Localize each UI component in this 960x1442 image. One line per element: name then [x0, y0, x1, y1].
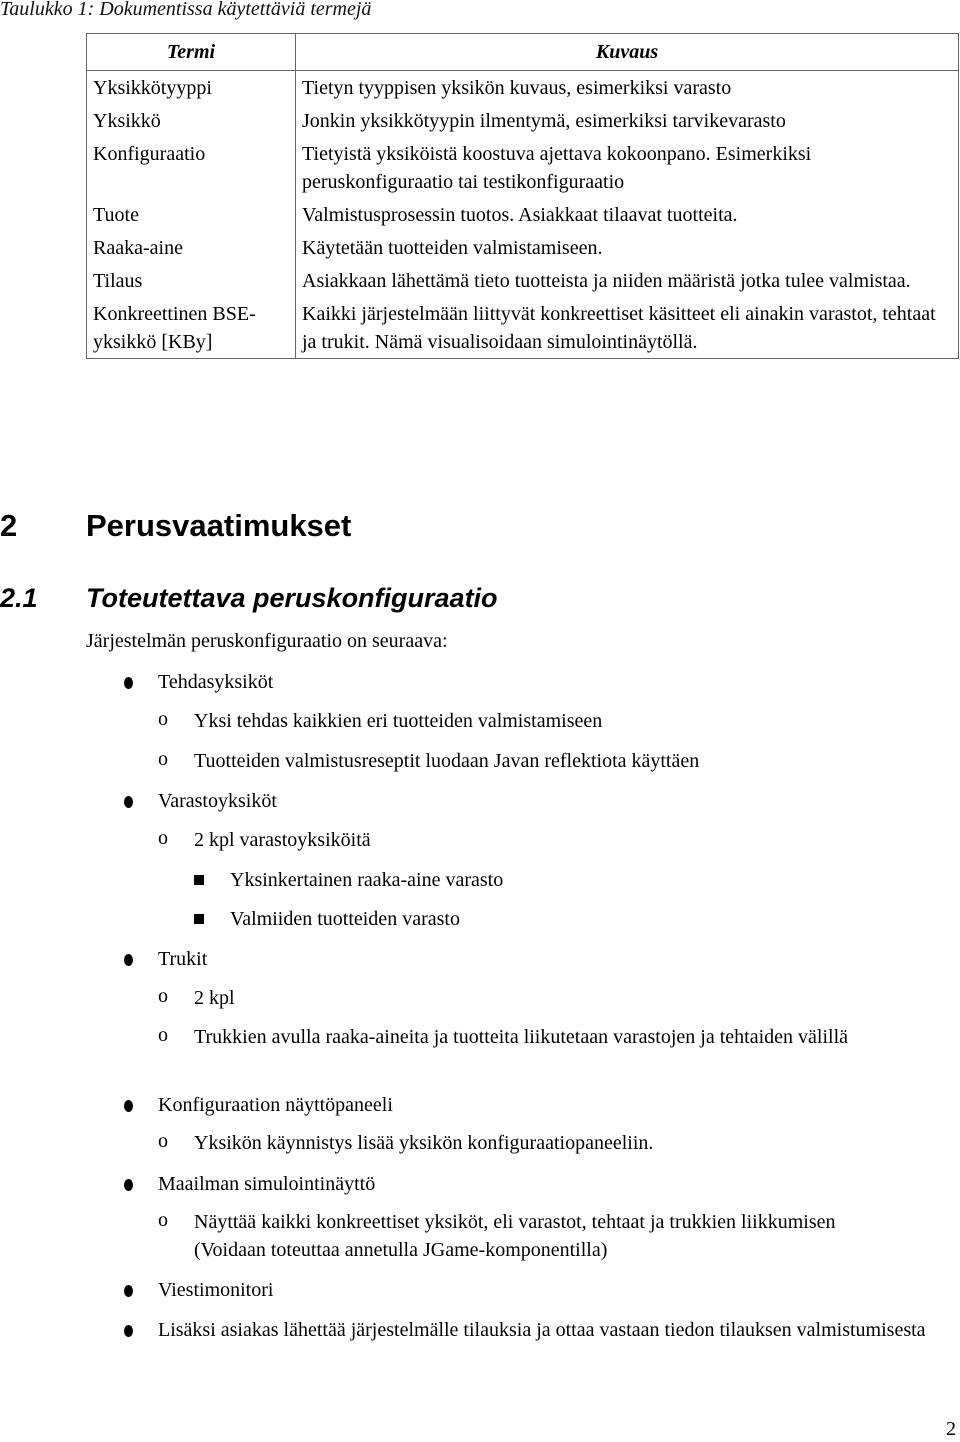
- list-item: Yksi tehdas kaikkien eri tuotteiden valmistamiseen: [194, 710, 603, 732]
- square-bullet-icon: [194, 914, 204, 924]
- circle-bullet-icon: o: [158, 1209, 168, 1231]
- table-row: [87, 71, 959, 105]
- circle-bullet-icon: o: [158, 1130, 168, 1152]
- bullet-icon: [124, 1325, 133, 1337]
- circle-bullet-icon: o: [158, 1024, 168, 1046]
- section-heading: [0, 508, 351, 544]
- table-row: [87, 104, 959, 137]
- table-row: [87, 198, 959, 231]
- header-term: Termi: [87, 34, 296, 71]
- terms-table: [86, 33, 959, 359]
- subsection-number: 2.1: [0, 583, 38, 613]
- section-title: Perusvaatimukset: [86, 508, 352, 543]
- table-row: [87, 231, 959, 264]
- bullet-icon: [124, 1285, 133, 1297]
- description-cell: Asiakkaan lähettämä tieto tuotteista ja niiden määristä jotka tulee valmistaa.: [296, 264, 959, 297]
- list-item: Näyttää kaikki konkreettiset yksiköt, eli varastot, tehtaat ja trukkien liikkumisen (Voidaan toteuttaa annetulla JGame-komponentilla): [194, 1211, 836, 1261]
- page-number: 2: [946, 1418, 956, 1440]
- list-item: Konfiguraation näyttöpaneeli: [158, 1094, 393, 1116]
- list-item: 2 kpl: [194, 987, 235, 1009]
- bullet-icon: [124, 954, 133, 966]
- description-cell: Tietyistä yksiköistä koostuva ajettava kokoonpano. Esimerkiksi peruskonfiguraatio tai testikonfiguraatio: [296, 137, 959, 198]
- description-cell: Valmistusprosessin tuotos. Asiakkaat tilaavat tuotteita.: [296, 198, 959, 231]
- list-item: Trukkien avulla raaka-aineita ja tuotteita liikutetaan varastojen ja tehtaiden välillä: [194, 1026, 849, 1048]
- list-item: Trukit: [158, 948, 208, 970]
- term-cell: Yksikkötyyppi: [87, 71, 296, 105]
- description-cell: Jonkin yksikkötyypin ilmentymä, esimerkiksi tarvikevarasto: [296, 104, 959, 137]
- table-caption: Taulukko 1: Dokumentissa käytettäviä termejä: [0, 0, 372, 20]
- term-cell: Konkreettinen BSE-yksikkö [KBy]: [87, 297, 296, 359]
- term-cell: Tilaus: [87, 264, 296, 297]
- description-cell: Kaikki järjestelmään liittyvät konkreettiset käsitteet eli ainakin varastot, tehtaat ja trukit. Nämä visualisoidaan simulointinäytöllä.: [296, 297, 959, 359]
- header-description: Kuvaus: [296, 34, 959, 71]
- circle-bullet-icon: o: [158, 748, 168, 770]
- bullet-icon: [124, 677, 133, 689]
- subsection-heading: [0, 583, 498, 614]
- description-cell: Tietyn tyyppisen yksikön kuvaus, esimerkiksi varasto: [296, 71, 959, 105]
- list-item: Valmiiden tuotteiden varasto: [230, 908, 460, 930]
- bullet-icon: [124, 1100, 133, 1112]
- term-cell: Yksikkö: [87, 104, 296, 137]
- list-item: Maailman simulointinäyttö: [158, 1173, 376, 1195]
- circle-bullet-icon: o: [158, 708, 168, 730]
- subsection-title: Toteutettava peruskonfiguraatio: [86, 583, 498, 613]
- bullet-icon: [124, 1179, 133, 1191]
- circle-bullet-icon: o: [158, 985, 168, 1007]
- list-item: Yksikön käynnistys lisää yksikön konfiguraatiopaneeliin.: [194, 1132, 654, 1154]
- section-number: 2: [0, 508, 18, 543]
- term-cell: Tuote: [87, 198, 296, 231]
- intro-text: Järjestelmän peruskonfiguraatio on seuraava:: [86, 630, 448, 652]
- list-item: Tehdasyksiköt: [158, 671, 274, 693]
- table-row: [87, 137, 959, 198]
- table-header-row: [87, 34, 959, 71]
- table-row: [87, 297, 959, 359]
- list-item: Yksinkertainen raaka-aine varasto: [230, 869, 504, 891]
- square-bullet-icon: [194, 875, 204, 885]
- list-item: 2 kpl varastoyksiköitä: [194, 829, 371, 851]
- description-cell: Käytetään tuotteiden valmistamiseen.: [296, 231, 959, 264]
- list-item: Tuotteiden valmistusreseptit luodaan Javan reflektiota käyttäen: [194, 750, 700, 772]
- table-row: [87, 264, 959, 297]
- bullet-icon: [124, 796, 133, 808]
- list-item: Viestimonitori: [158, 1279, 274, 1301]
- circle-bullet-icon: o: [158, 827, 168, 849]
- list-item: Varastoyksiköt: [158, 790, 277, 812]
- term-cell: Konfiguraatio: [87, 137, 296, 198]
- list-item: Lisäksi asiakas lähettää järjestelmälle tilauksia ja ottaa vastaan tiedon tilauksen valmistumisesta: [158, 1319, 926, 1341]
- term-cell: Raaka-aine: [87, 231, 296, 264]
